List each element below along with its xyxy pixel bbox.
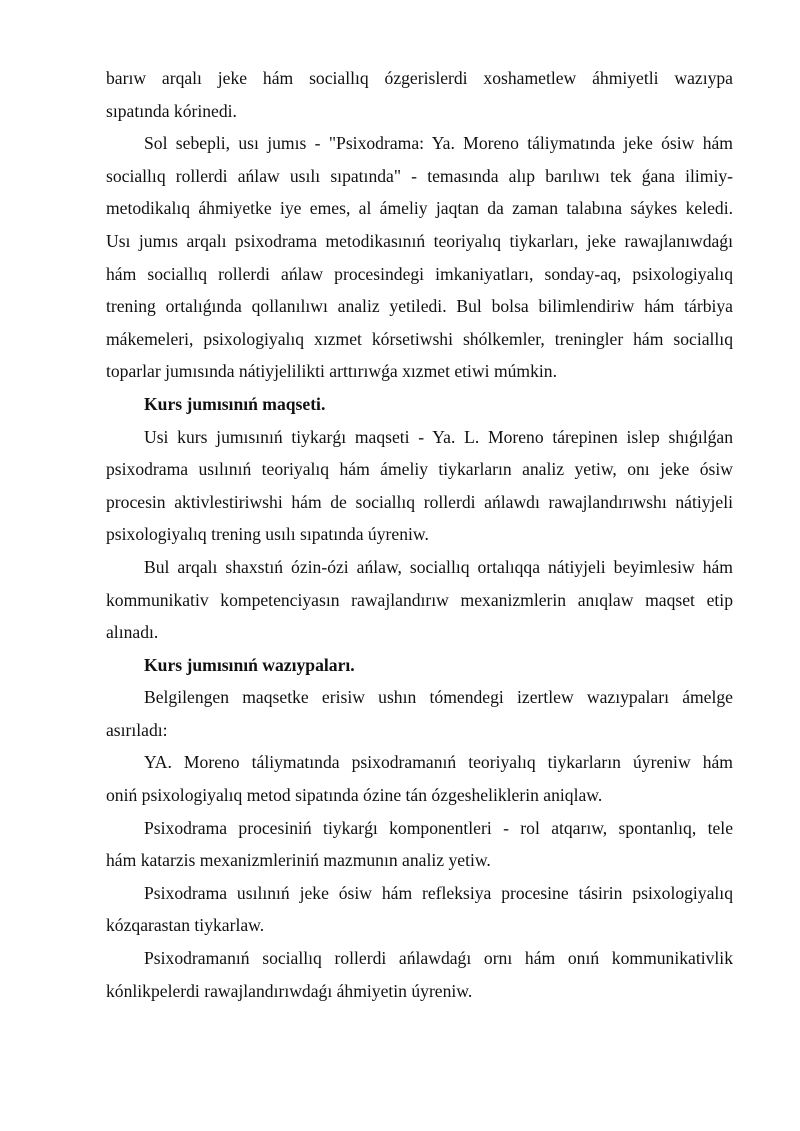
text-line: sociallıq rollerdi ańlaw usılı sıpatında" - temasında alıp barılıwı tek ǵana ilimiy- (106, 165, 733, 186)
text-line: Usi kurs jumısınıń tiykarǵı maqseti - Ya. L. Moreno tárepinen islep shıǵılǵan (144, 426, 733, 447)
text-line: psixologiyalıq trening usılı sıpatında úyreniw. (106, 524, 429, 545)
text-line: hám sociallıq rollerdi ańlaw procesindegi imkaniyatları, sonday-aq, psixologiyalıq (106, 263, 733, 284)
text-line: trening ortalıǵında qollanılıwı analiz yetiledi. Bul bolsa bilimlendiriw hám tárbiya (106, 296, 733, 317)
text-line: kózqarastan tiykarlaw. (106, 915, 265, 936)
text-line: oniń psixologiyalıq metod sipatında ózine tán ózgesheliklerin aniqlaw. (106, 785, 603, 806)
text-line: hám katarzis mexanizmleriniń mazmunın analiz yetiw. (106, 850, 491, 871)
section-heading: Kurs jumısınıń wazıypaları. (144, 654, 355, 675)
text-line: Belgilengen maqsetke erisiw ushın tómendegi izertlew wazıypaları ámelge (144, 687, 733, 708)
text-line: psixodrama usılınıń teoriyalıq hám ámeliy tiykarların analiz yetiw, onı jeke ósiw (106, 459, 733, 480)
text-line: Psixodrama procesiniń tiykarǵı komponentleri - rol atqarıw, spontanlıq, tele (144, 817, 733, 838)
text-line: asırıladı: (106, 719, 168, 740)
text-line: Bul arqalı shaxstıń ózin-ózi ańlaw, sociallıq ortalıqqa nátiyjeli beyimlesiw hám (144, 556, 733, 577)
text-line: barıw arqalı jeke hám sociallıq ózgerislerdi xoshametlew áhmiyetli wazıypa (106, 68, 733, 88)
text-line: YA. Moreno táliymatında psixodramanıń teoriyalıq tiykarların úyreniw hám (144, 752, 733, 773)
text-line: sıpatında kórinedi. (106, 100, 237, 121)
text-line: kommunikativ kompetenciyasın rawajlandırıw mexanizmlerin anıqlaw maqset etip (106, 589, 733, 610)
text-line: mákemeleri, psixologiyalıq xızmet kórsetiwshi shólkemler, treningler hám sociallıq (106, 328, 733, 349)
text-line: Usı jumıs arqalı psixodrama metodikasınıń teoriyalıq tiykarları, jeke rawajlanıwdaǵı (106, 230, 733, 251)
text-line: Psixodramanıń sociallıq rollerdi ańlawdaǵı ornı hám onıń kommunikativlik (144, 948, 733, 969)
text-line: metodikalıq áhmiyetke iye emes, al ámeliy jaqtan da zaman talabına sáykes keledi. (106, 198, 733, 219)
text-line: toparlar jumısında nátiyjelilikti arttırıwǵa xızmet etiwi múmkin. (106, 361, 557, 382)
document-page (106, 62, 733, 1007)
text-line: Sol sebepli, usı jumıs - "Psixodrama: Ya. Moreno táliymatında jeke ósiw hám (144, 133, 733, 154)
text-line: Psixodrama usılınıń jeke ósiw hám refleksiya procesine tásirin psixologiyalıq (144, 882, 733, 903)
text-line: procesin aktivlestiriwshi hám de sociallıq rollerdi ańlawdı rawajlandırıwshı nátiyjeli (106, 491, 733, 512)
section-heading: Kurs jumısınıń maqseti. (144, 393, 326, 414)
text-line: kónlikpelerdi rawajlandırıwdaǵı áhmiyetin úyreniw. (106, 980, 473, 1001)
text-line: alınadı. (106, 622, 159, 643)
